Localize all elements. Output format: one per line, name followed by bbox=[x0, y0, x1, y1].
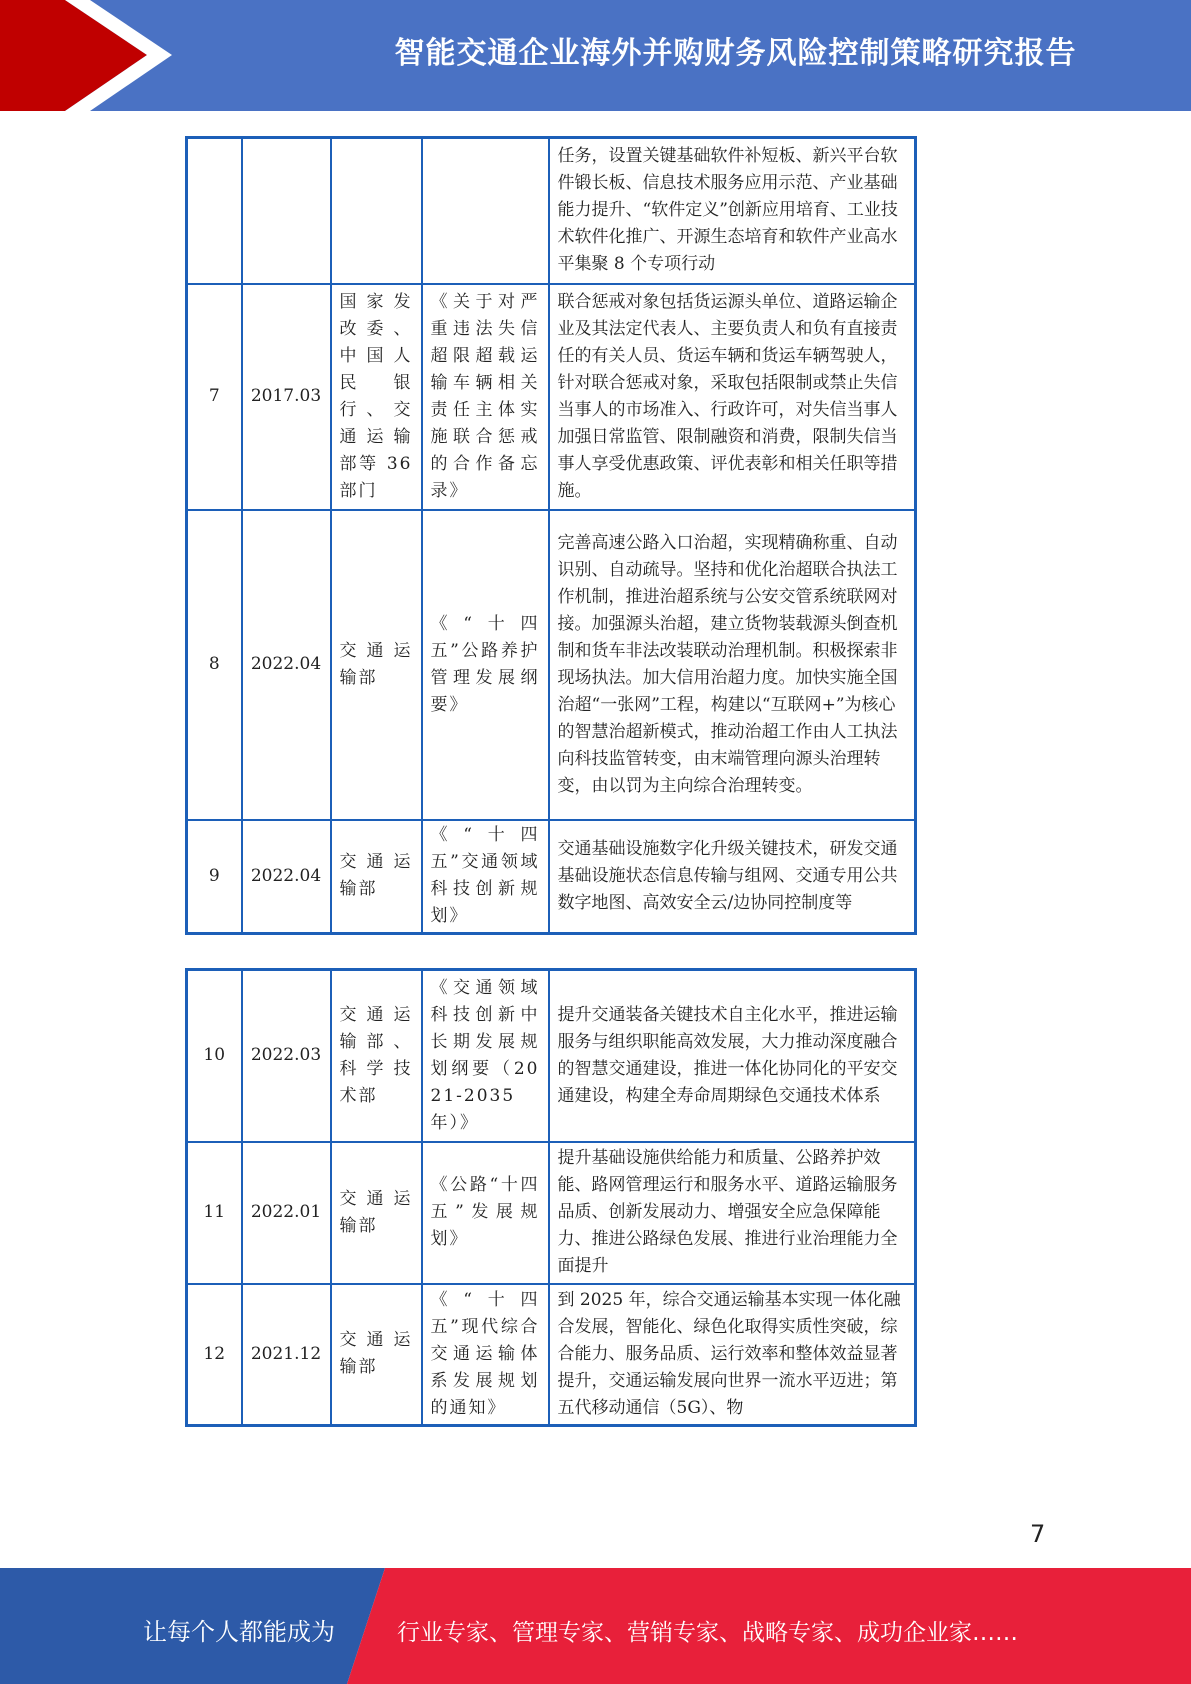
cell-dept: 交通运输部 bbox=[331, 1142, 422, 1284]
cell-dept: 国家发改委、中国人民银行、交通运输部等 36 部门 bbox=[331, 284, 422, 510]
cell-date: 2022.03 bbox=[242, 970, 331, 1142]
cell-date: 2021.12 bbox=[242, 1284, 331, 1426]
cell-dept: 交通运输部 bbox=[331, 820, 422, 934]
cell-date: 2022.04 bbox=[242, 510, 331, 820]
cell-title: 《“十四五”公路养护管理发展纲要》 bbox=[422, 510, 549, 820]
cell-no: 9 bbox=[187, 820, 242, 934]
cell-date bbox=[242, 138, 331, 284]
footer-slogan-right: 行业专家、管理专家、营销专家、战略专家、成功企业家…… bbox=[397, 1620, 1018, 1646]
cell-no: 7 bbox=[187, 284, 242, 510]
policy-table-part-2 bbox=[185, 968, 917, 1427]
cell-no: 10 bbox=[187, 970, 242, 1142]
cell-title bbox=[422, 138, 549, 284]
cell-content: 提升基础设施供给能力和质量、公路养护效能、路网管理运行和服务水平、道路运输服务品质、创新发展动力、增强安全应急保障能力、推进公路绿色发展、推进行业治理能力全面提升 bbox=[549, 1142, 916, 1284]
cell-no: 11 bbox=[187, 1142, 242, 1284]
cell-dept: 交通运输部 bbox=[331, 1284, 422, 1426]
cell-no bbox=[187, 138, 242, 284]
cell-content: 提升交通装备关键技术自主化水平，推进运输服务与组织职能高效发展，大力推动深度融合的智慧交通建设，推进一体化协同化的平安交通建设，构建全寿命周期绿色交通技术体系 bbox=[549, 970, 916, 1142]
cell-title: 《关于对严重违法失信超限超载运输车辆相关责任主体实施联合惩戒的合作备忘录》 bbox=[422, 284, 549, 510]
cell-no: 8 bbox=[187, 510, 242, 820]
table-row bbox=[187, 510, 916, 820]
table-row bbox=[187, 1284, 916, 1426]
cell-dept: 交通运输部 bbox=[331, 510, 422, 820]
policy-table-part-1 bbox=[185, 136, 917, 935]
cell-date: 2022.01 bbox=[242, 1142, 331, 1284]
cell-title: 《交通领域科技创新中长期发展规划纲要（2021-2035年）》 bbox=[422, 970, 549, 1142]
cell-content: 任务，设置关键基础软件补短板、新兴平台软件锻长板、信息技术服务应用示范、产业基础能力提升、“软件定义”创新应用培育、工业技术软件化推广、开源生态培育和软件产业高水平集聚 8 个专项行动 bbox=[549, 138, 916, 284]
cell-content: 完善高速公路入口治超，实现精确称重、自动识别、自动疏导。坚持和优化治超联合执法工作机制，推进治超系统与公安交管系统联网对接。加强源头治超，建立货物装载源头倒查机制和货车非法改装联动治理机制。积极探索非现场执法。加大信用治超力度。加快实施全国治超“一张网”工程，构建以“互联网+”为核心的智慧治超新模式，推动治超工作由人工执法向科技监管转变，由末端管理向源头治理转变，由以罚为主向综合治理转变。 bbox=[549, 510, 916, 820]
table-row bbox=[187, 1142, 916, 1284]
cell-content: 联合惩戒对象包括货运源头单位、道路运输企业及其法定代表人、主要负责人和负有直接责任的有关人员、货运车辆和货运车辆驾驶人，针对联合惩戒对象，采取包括限制或禁止失信当事人的市场准入、行政许可，对失信当事人加强日常监管、限制融资和消费，限制失信当事人享受优惠政策、评优表彰和相关任职等措施。 bbox=[549, 284, 916, 510]
cell-title: 《“十四五”现代综合交通运输体系发展规划的通知》 bbox=[422, 1284, 549, 1426]
cell-dept: 交通运输部、科学技术部 bbox=[331, 970, 422, 1142]
page-footer bbox=[0, 1568, 1191, 1684]
header-title: 智能交通企业海外并购财务风险控制策略研究报告 bbox=[394, 36, 1077, 71]
cell-date: 2017.03 bbox=[242, 284, 331, 510]
page-header bbox=[0, 0, 1191, 111]
cell-content: 交通基础设施数字化升级关键技术，研发交通基础设施状态信息传输与组网、交通专用公共数字地图、高效安全云/边协同控制度等 bbox=[549, 820, 916, 934]
table-row bbox=[187, 284, 916, 510]
table-row bbox=[187, 820, 916, 934]
cell-date: 2022.04 bbox=[242, 820, 331, 934]
cell-title: 《公路“十四五”发展规划》 bbox=[422, 1142, 549, 1284]
cell-dept bbox=[331, 138, 422, 284]
cell-title: 《“十四五”交通领域科技创新规划》 bbox=[422, 820, 549, 934]
header-red-arrow bbox=[0, 0, 147, 111]
table-row bbox=[187, 970, 916, 1142]
cell-content: 到 2025 年，综合交通运输基本实现一体化融合发展，智能化、绿色化取得实质性突破，综合能力、服务品质、运行效率和整体效益显著提升，交通运输发展向世界一流水平迈进；第五代移动通信（5G）、物 bbox=[549, 1284, 916, 1426]
footer-slogan-left: 让每个人都能成为 bbox=[143, 1618, 335, 1646]
page-number: 7 bbox=[1030, 1520, 1046, 1548]
cell-no: 12 bbox=[187, 1284, 242, 1426]
table-row bbox=[187, 138, 916, 284]
